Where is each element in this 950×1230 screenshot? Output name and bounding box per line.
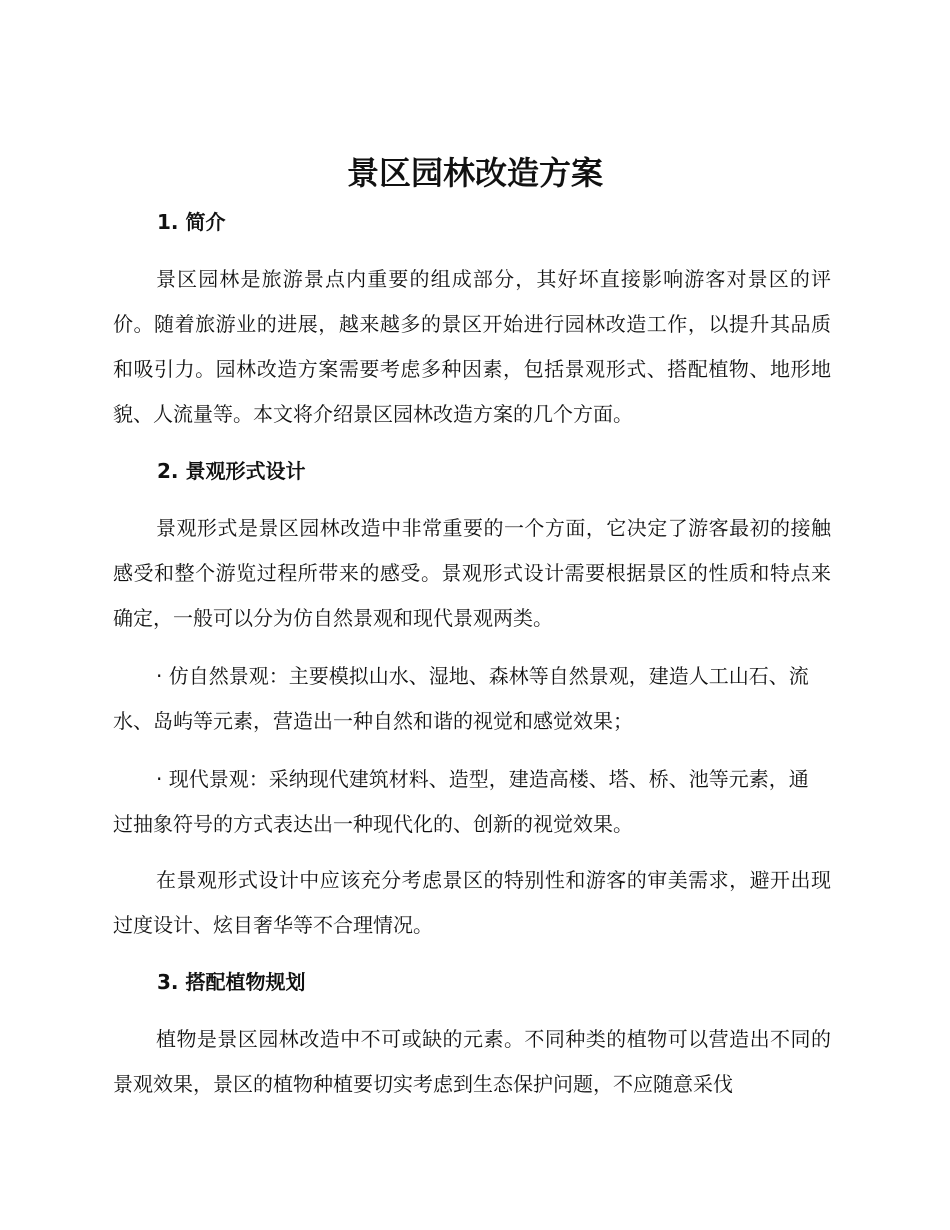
section-heading-plant-planning: 3. 搭配植物规划 [157,970,306,994]
bullet-modern-landscape: · 现代景观：采纳现代建筑材料、造型，建造高楼、塔、桥、池等元素，通过抽象符号的方式表达出一种现代化的、创新的视觉效果。 [113,767,809,836]
section-heading-landscape-form: 2. 景观形式设计 [157,459,306,483]
paragraph-landscape-form: 景观形式是景区园林改造中非常重要的一个方面，它决定了游客最初的接触感受和整个游览过程所带来的感受。景观形式设计需要根据景区的性质和特点来确定，一般可以分为仿自然景观和现代景观两类。 [113,516,831,630]
paragraph-design-considerations: 在景观形式设计中应该充分考虑景区的特别性和游客的审美需求，避开出现过度设计、炫目奢华等不合理情况。 [113,868,831,937]
bullet-natural-landscape: · 仿自然景观：主要模拟山水、湿地、森林等自然景观，建造人工山石、流水、岛屿等元素，营造出一种自然和谐的视觉和感觉效果； [113,664,809,733]
paragraph-plant-planning: 植物是景区园林改造中不可或缺的元素。不同种类的植物可以营造出不同的景观效果，景区的植物种植要切实考虑到生态保护问题，不应随意采伐 [113,1027,831,1096]
section-heading-intro: 1. 简介 [157,210,226,234]
document-title: 景区园林改造方案 [346,154,603,192]
paragraph-intro: 景区园林是旅游景点内重要的组成部分，其好坏直接影响游客对景区的评价。随着旅游业的进展，越来越多的景区开始进行园林改造工作，以提升其品质和吸引力。园林改造方案需要考虑多种因素，包括景观形式、搭配植物、地形地貌、人流量等。本文将介绍景区园林改造方案的几个方面。 [113,267,831,426]
